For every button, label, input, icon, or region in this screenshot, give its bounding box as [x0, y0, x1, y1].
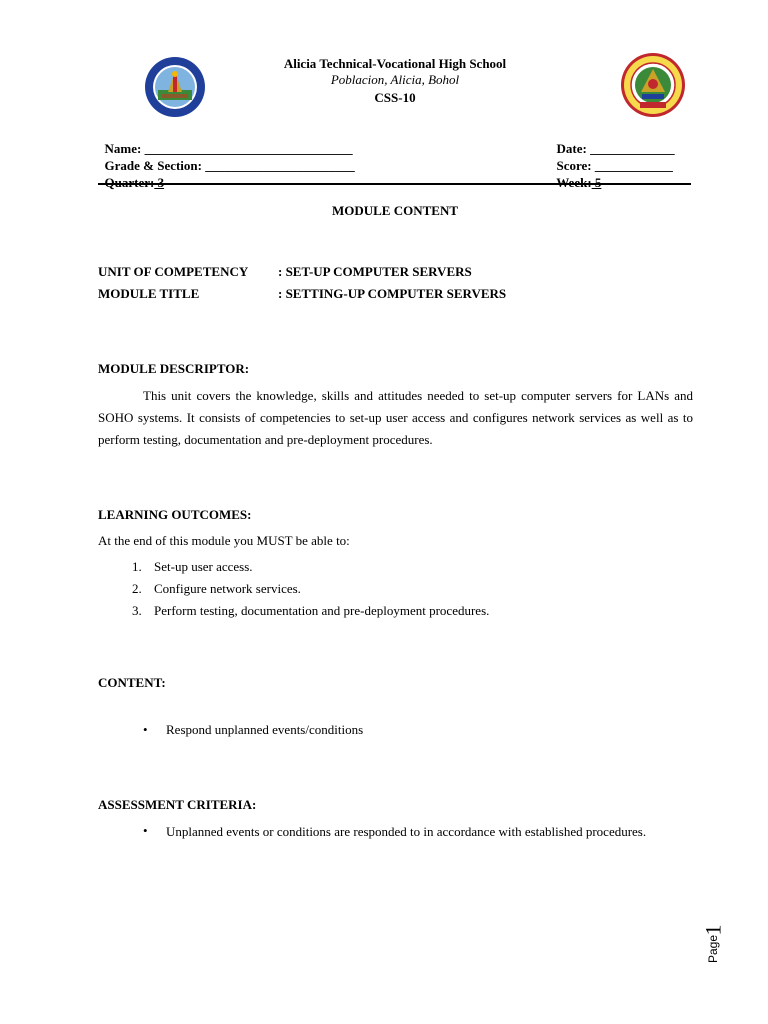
module-title-value: : SETTING-UP COMPUTER SERVERS [278, 286, 507, 301]
learning-outcomes-heading: LEARNING OUTCOMES: [98, 507, 252, 522]
assessment-criteria-heading: ASSESSMENT CRITERIA: [98, 797, 257, 812]
header-divider [98, 183, 691, 185]
content-bullet-text: Respond unplanned events/conditions [166, 722, 364, 737]
list-item-number: 3. [132, 603, 142, 618]
learning-outcomes-intro: At the end of this module you MUST be able to: [98, 533, 350, 548]
module-title-label: MODULE TITLE [98, 286, 200, 301]
list-item-text: Perform testing, documentation and pre-deployment procedures. [154, 603, 490, 618]
quarter-field [98, 159, 164, 191]
module-descriptor-heading: MODULE DESCRIPTOR: [98, 361, 250, 376]
list-item [132, 603, 489, 619]
list-item-text: Configure network services. [154, 581, 301, 596]
module-descriptor-text: This unit covers the knowledge, skills and attitudes needed to set-up computer servers for LANs and SOHO systems. It consists of competencies to set-up user access and configures network services as well as to perform testing, documentation and pre-deployment procedures. [98, 388, 693, 447]
unit-value: : SET-UP COMPUTER SERVERS [278, 264, 472, 279]
school-seal-logo [620, 52, 682, 114]
page-number-marker [700, 915, 734, 965]
week-label: Week: [556, 175, 592, 190]
content-heading: CONTENT: [98, 675, 166, 690]
school-address: Poblacion, Alicia, Bohol [330, 72, 460, 87]
score-blank: ____________ [591, 158, 673, 173]
date-label: Date: [556, 141, 587, 156]
bullet-icon: • [143, 823, 148, 838]
score-label: Score: [556, 158, 592, 173]
unit-label: UNIT OF COMPETENCY [98, 264, 249, 279]
list-item [132, 581, 301, 597]
grade-section-label: Grade & Section: [104, 158, 202, 173]
quarter-label: Quarter: [104, 175, 155, 190]
list-item-number: 1. [132, 559, 142, 574]
school-name: Alicia Technical-Vocational High School [283, 56, 507, 71]
bullet-icon: • [143, 722, 148, 737]
quarter-value: 3 [154, 175, 165, 190]
list-item-text: Set-up user access. [154, 559, 253, 574]
week-field [550, 159, 601, 191]
name-blank: ________________________________ [141, 141, 353, 156]
list-item [132, 559, 253, 575]
page-number: 1 [700, 924, 726, 936]
name-label: Name: [104, 141, 142, 156]
assessment-bullet-text: Unplanned events or conditions are responded to in accordance with established procedures. [166, 824, 647, 839]
list-item-number: 2. [132, 581, 142, 596]
subject-code: CSS-10 [374, 90, 416, 105]
week-value: 5 [591, 175, 602, 190]
grade-section-blank: _______________________ [201, 158, 355, 173]
date-blank: _____________ [586, 141, 675, 156]
module-content-heading: MODULE CONTENT [331, 203, 459, 218]
page-word: Page [706, 934, 720, 963]
